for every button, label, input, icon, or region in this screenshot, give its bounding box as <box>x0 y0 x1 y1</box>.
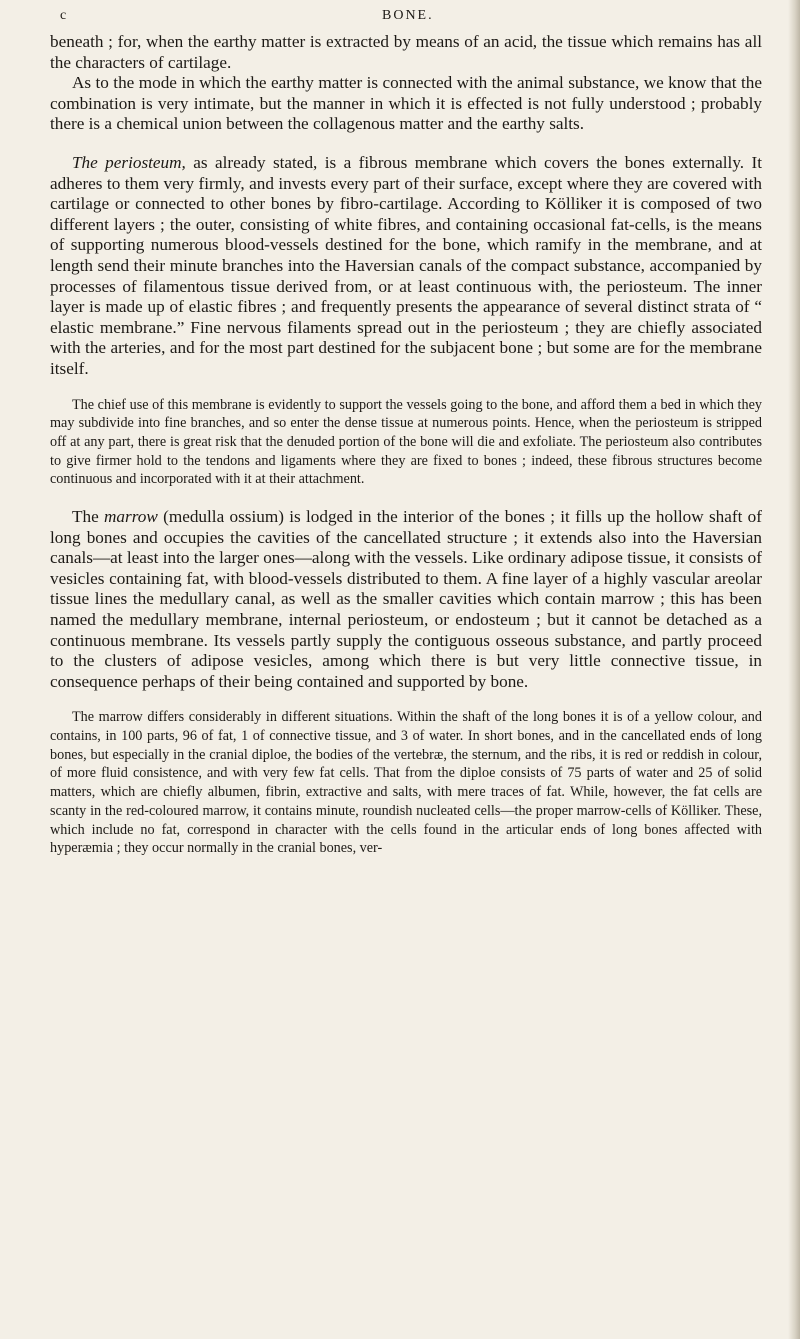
paragraph-text: As to the mode in which the earthy matter is connected with the animal substance, we know that the combination is very intimate, but the manner in which it is effected is not fully understood ; probably there is a chemical union between the collagenous matter and the earthy salts. <box>50 73 762 134</box>
paragraph-text: as already stated, is a fibrous membrane which covers the bones externally. It adheres to them very firmly, and invests every part of their surface, except where they are covered with cartilage or connected to other bones by fibro-cartilage. According to Kölliker it is composed of two different layers ; the outer, consisting of white fibres, and containing occasional fat-cells, is the means of supporting numerous blood-vessels destined for the bone, which ramify in the membrane, and at length send their minute branches into the Haversian canals of the compact substance, accompanied by processes of filamentous tissue derived from, or at least continuous with, the periosteum. The inner layer is made up of elastic fibres ; and frequently presents the appearance of several distinct strata of “ elastic membrane.” Fine nervous filaments spread out in the periosteum ; they are chiefly associated with the arteries, and for the most part destined for the subjacent bone ; but some are for the membrane itself. <box>50 152 762 378</box>
paragraph-cartilage-continuation <box>50 32 762 73</box>
paragraph-earthy-matter <box>50 73 762 135</box>
paragraph-marrow <box>50 507 762 692</box>
paragraph-text: (medulla ossium) is lodged in the interior of the bones ; it fills up the hollow shaft of long bones and occupies the cavities of the cancellated structure ; it extends also into the Haversian canals—at least into the larger ones—along with the vessels. Like ordinary adipose tissue, it consists of vesicles containing fat, with blood-vessels distributed to them. A fine layer of a highly vascular areolar tissue lines the medullary canal, as well as the smaller cavities which contain marrow ; this has been named the medullary membrane, internal periosteum, or endosteum ; but it cannot be detached as a continuous membrane. Its vessels partly supply the contiguous osseous substance, and partly proceed to the clusters of adipose vesicles, among which there is but very little connective tissue, in consequence perhaps of their being contained and supported by bone. <box>50 507 762 691</box>
paragraph-text: beneath ; for, when the earthy matter is extracted by means of an acid, the tissue which remains has all the characters of cartilage. <box>50 32 762 72</box>
page-number: c <box>60 8 68 23</box>
term-periosteum: The periosteum, <box>72 152 186 172</box>
paragraph-text: The marrow differs considerably in different situations. Within the shaft of the long bones it is of a yellow colour, and contains, in 100 parts, 96 of fat, 1 of connective tissue, and 3 of water. In short bones, and in the cancellated ends of long bones, but especially in the cranial diploe, the bodies of the vertebræ, the sternum, and the ribs, it is red or reddish in colour, of more fluid consistence, and with very few fat cells. That from the diploe consists of 75 parts of water and 25 of solid matters, which are chiefly albumen, fibrin, extractive and salts, with mere traces of fat. While, however, the fat cells are scanty in the red-coloured marrow, it contains minute, roundish nucleated cells—the proper marrow-cells of Kölliker. These, which include no fat, correspond in character with the cells found in the articular ends of long bones affected with hyperæmia ; they occur normally in the cranial bones, ver- <box>50 709 762 857</box>
paragraph-periosteum-use <box>50 396 762 490</box>
paragraph-periosteum <box>50 153 762 380</box>
paragraph-text: The <box>72 507 105 527</box>
term-marrow: marrow <box>104 507 158 527</box>
running-title: BONE. <box>382 8 434 23</box>
paragraph-text: The chief use of this membrane is evidently to support the vessels going to the bone, and afford them a bed in which they may subdivide into fine branches, and so enter the dense tissue at numerous points. Hence, when the periosteum is stripped off at any part, there is great risk that the denuded portion of the bone will die and exfoliate. The periosteum also contributes to give firmer hold to the tendons and ligaments where they are fixed to bones ; indeed, these fibrous structures become continuous and incorporated with it at their attachment. <box>50 396 762 488</box>
running-head <box>60 8 762 32</box>
page-edge-shadow <box>788 0 800 1339</box>
paragraph-marrow-differences <box>50 708 762 858</box>
